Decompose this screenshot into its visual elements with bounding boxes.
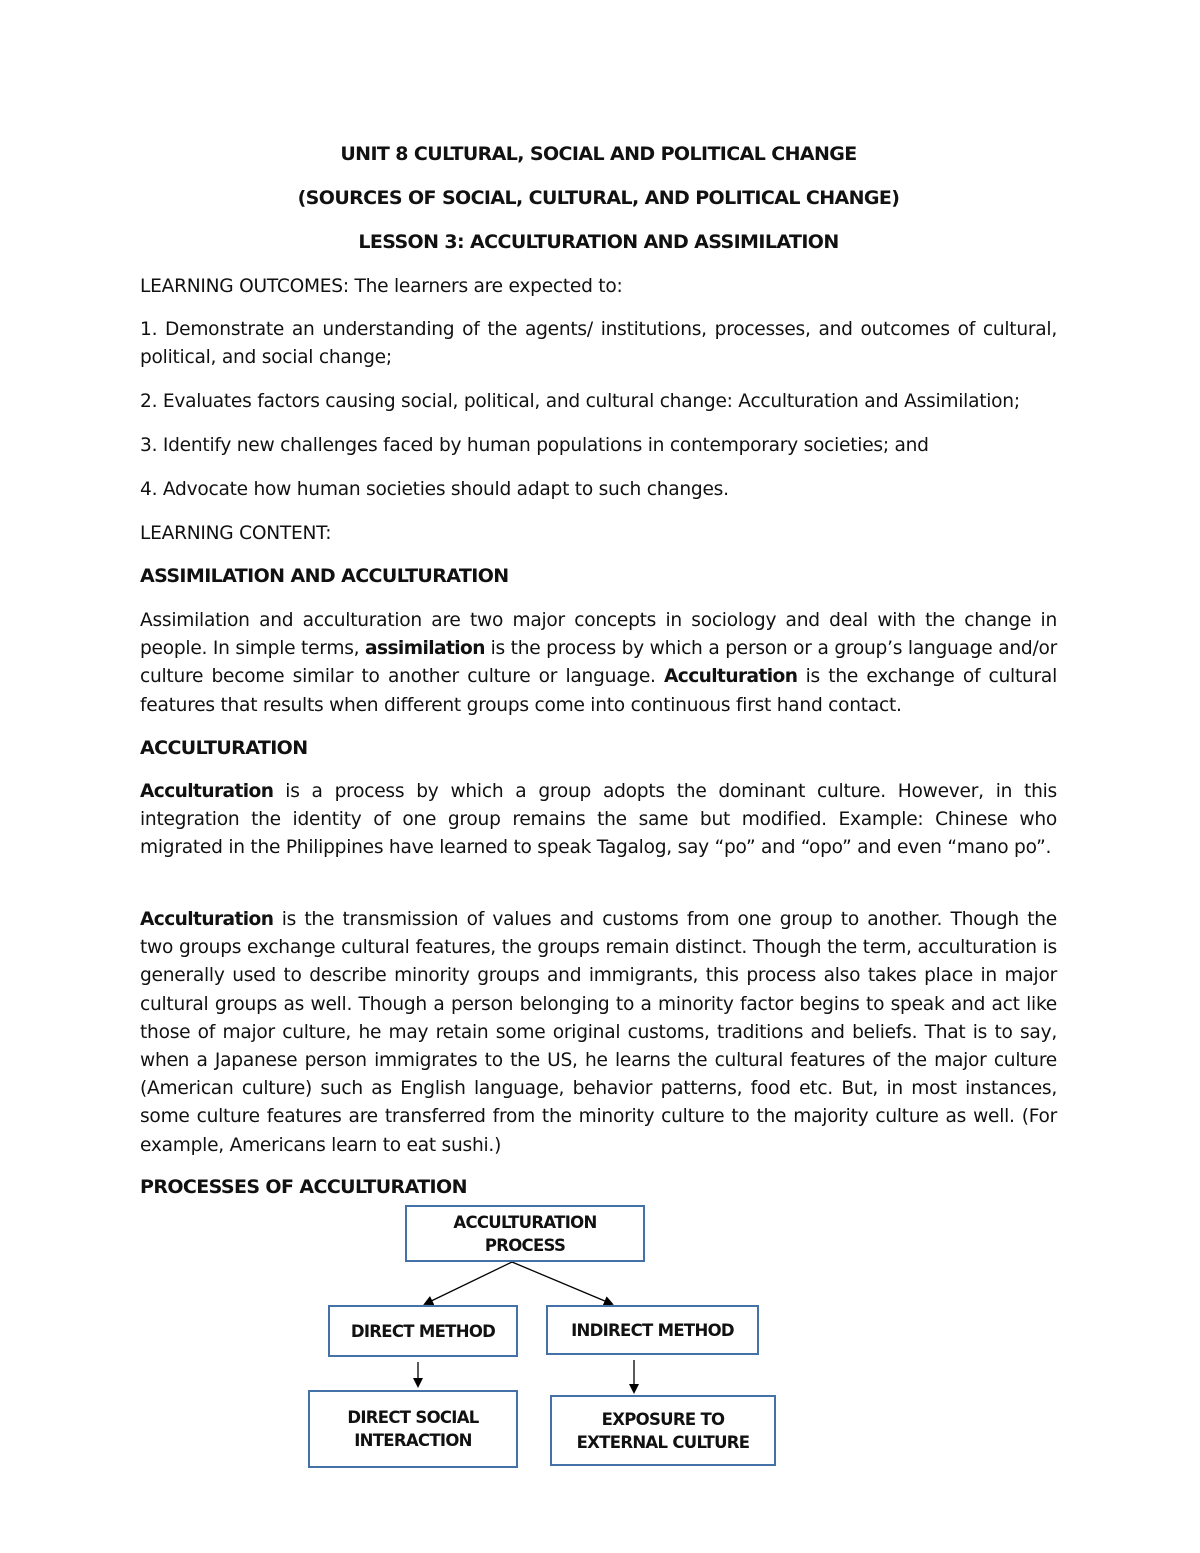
acculturation-paragraph-2: Acculturation is the transmission of values and customs from one group to another. Though the two groups exchange cultural features, the groups remain distinct. Though the term, acculturation is generally used to describe minority groups and immigrants, this process also takes place in major cultural groups as well. Though a person belonging to a minority factor begins to speak and act like those of major culture, he may retain some original customs, traditions and beliefs. That is to say, when a Japanese person immigrates to the US, he learns the cultural features of the major culture (American culture) such as English language, behavior patterns, food etc. But, in most instances, some culture features are transferred from the minority culture to the majority culture as well. (For example, Americans learn to eat sushi.) xyxy=(140,909,1057,1156)
outcome-item-4: 4. Advocate how human societies should adapt to such changes. xyxy=(140,479,729,500)
section-heading-acculturation: ACCULTURATION xyxy=(140,737,308,759)
outcome-item-3: 3. Identify new challenges faced by human populations in contemporary societies; and xyxy=(140,435,929,456)
lesson-title: LESSON 3: ACCULTURATION AND ASSIMILATION xyxy=(358,231,839,253)
section-heading-assimilation-acculturation: ASSIMILATION AND ACCULTURATION xyxy=(140,565,509,587)
term-acculturation: Acculturation xyxy=(140,909,274,930)
term-acculturation: Acculturation xyxy=(140,781,274,802)
direct-method-box: DIRECT METHOD xyxy=(328,1305,518,1357)
learning-content-label: LEARNING CONTENT: xyxy=(140,523,332,544)
term-assimilation: assimilation xyxy=(365,638,485,660)
acculturation-paragraph-1: Acculturation is a process by which a group adopts the dominant culture. However, in this integration the identity of one group remains the same but modified. Example: Chinese who migrated in the Philippines have learned to speak Tagalog, say “po” and “opo” and even “mano po”. xyxy=(140,781,1057,859)
learning-outcomes-intro: LEARNING OUTCOMES: The learners are expected to: xyxy=(140,276,623,297)
indirect-method-box: INDIRECT METHOD xyxy=(546,1305,759,1355)
direct-social-interaction-box: DIRECT SOCIAL INTERACTION xyxy=(308,1390,518,1468)
unit-title: UNIT 8 CULTURAL, SOCIAL AND POLITICAL CHANGE xyxy=(340,143,857,165)
section-heading-processes: PROCESSES OF ACCULTURATION xyxy=(140,1176,467,1198)
outcome-item-1: 1. Demonstrate an understanding of the agents/ institutions, processes, and outcomes of cultural, political, and social change; xyxy=(140,319,1057,369)
outcome-item-2: 2. Evaluates factors causing social, political, and cultural change: Acculturation and Assimilation; xyxy=(140,391,1020,412)
exposure-external-culture-box: EXPOSURE TO EXTERNAL CULTURE xyxy=(550,1395,776,1466)
acculturation-process-box: ACCULTURATION PROCESS xyxy=(405,1205,645,1262)
assimilation-acculturation-paragraph: Assimilation and acculturation are two major concepts in sociology and deal with the change in people. In simple terms, assimilation is the process by which a person or a group’s language and/or culture become similar to another culture or language. Acculturation is the exchange of cultural features that results when different groups come into continuous first hand contact. xyxy=(140,610,1057,716)
term-acculturation: Acculturation xyxy=(663,666,798,688)
arrow-to-indirect-method xyxy=(512,1262,612,1304)
arrow-to-direct-method xyxy=(425,1262,512,1304)
unit-subtitle: (SOURCES OF SOCIAL, CULTURAL, AND POLITICAL CHANGE) xyxy=(297,187,900,209)
